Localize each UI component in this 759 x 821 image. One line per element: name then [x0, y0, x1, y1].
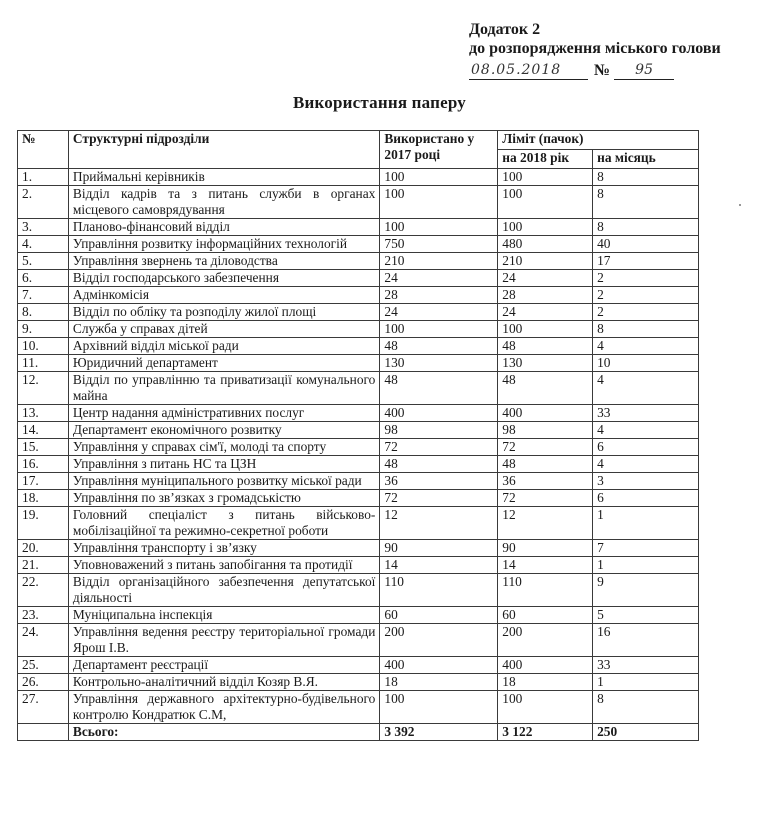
limit-2018: 48: [498, 372, 593, 405]
limit-2018: 100: [498, 219, 593, 236]
handwritten-date: 08.05.2018: [469, 61, 588, 80]
subdivision-name: Відділ організаційного забезпечення депутатської діяльності: [68, 574, 379, 607]
used-2017: 98: [380, 422, 498, 439]
subdivision-name: Управління транспорту і зв’язку: [68, 540, 379, 557]
subdivision-name: Юридичний департамент: [68, 355, 379, 372]
table-row: [18, 270, 699, 287]
limit-month: 8: [593, 321, 699, 338]
row-number: 6.: [18, 270, 69, 287]
table-row: [18, 657, 699, 674]
subdivision-name: Відділ господарського забезпечення: [68, 270, 379, 287]
used-2017: 100: [380, 169, 498, 186]
total-label: Всього:: [68, 724, 379, 741]
table-row: [18, 456, 699, 473]
row-number: 21.: [18, 557, 69, 574]
used-2017: 12: [380, 507, 498, 540]
table-row: [18, 236, 699, 253]
limit-month: 4: [593, 456, 699, 473]
row-number: 25.: [18, 657, 69, 674]
row-number: 19.: [18, 507, 69, 540]
limit-month: 4: [593, 422, 699, 439]
used-2017: 18: [380, 674, 498, 691]
limit-month: 33: [593, 405, 699, 422]
row-number: 26.: [18, 674, 69, 691]
used-2017: 48: [380, 338, 498, 355]
used-2017: 48: [380, 456, 498, 473]
row-number: 9.: [18, 321, 69, 338]
limit-month: 4: [593, 338, 699, 355]
limit-month: 8: [593, 691, 699, 724]
limit-month: 4: [593, 372, 699, 405]
row-number: 12.: [18, 372, 69, 405]
subdivision-name: Управління муніципального розвитку міської ради: [68, 473, 379, 490]
table-row: [18, 338, 699, 355]
used-2017: 400: [380, 657, 498, 674]
used-2017: 28: [380, 287, 498, 304]
subdivision-name: Департамент економічного розвитку: [68, 422, 379, 439]
table-row: [18, 473, 699, 490]
table-row: [18, 691, 699, 724]
header-num: №: [18, 131, 69, 169]
limit-2018: 36: [498, 473, 593, 490]
row-number: 3.: [18, 219, 69, 236]
limit-month: 2: [593, 304, 699, 321]
subdivision-name: Адмінкомісія: [68, 287, 379, 304]
subdivision-name: Уповноважений з питань запобігання та протидії: [68, 557, 379, 574]
limit-2018: 72: [498, 490, 593, 507]
row-number: [18, 724, 69, 741]
limit-month: 5: [593, 607, 699, 624]
row-number: 23.: [18, 607, 69, 624]
limit-2018: 400: [498, 657, 593, 674]
limit-month: 2: [593, 287, 699, 304]
used-2017: 100: [380, 186, 498, 219]
limit-month: 33: [593, 657, 699, 674]
row-number: 27.: [18, 691, 69, 724]
number-label: №: [594, 62, 611, 79]
subdivision-name: Відділ кадрів та з питань служби в органах місцевого самоврядування: [68, 186, 379, 219]
table-row: [18, 574, 699, 607]
limit-month: 9: [593, 574, 699, 607]
used-2017: 60: [380, 607, 498, 624]
annex-title: Додаток 2: [469, 21, 541, 38]
limit-month: 8: [593, 186, 699, 219]
used-2017: 100: [380, 219, 498, 236]
limit-2018: 400: [498, 405, 593, 422]
row-number: 16.: [18, 456, 69, 473]
table-row: [18, 607, 699, 624]
used-2017: 48: [380, 372, 498, 405]
header-subdivision: Структурні підрозділи: [68, 131, 379, 169]
subdivision-name: Управління у справах сім'ї, молоді та спорту: [68, 439, 379, 456]
table-row: [18, 304, 699, 321]
table-row: [18, 507, 699, 540]
used-2017: 36: [380, 473, 498, 490]
limit-2018: 100: [498, 691, 593, 724]
table-row: [18, 540, 699, 557]
used-2017: 14: [380, 557, 498, 574]
subdivision-name: Служба у справах дітей: [68, 321, 379, 338]
limit-2018: 12: [498, 507, 593, 540]
annex-subtitle: до розпорядження міського голови: [469, 40, 721, 57]
limit-2018: 3 122: [498, 724, 593, 741]
subdivision-name: Архівний відділ міської ради: [68, 338, 379, 355]
used-2017: 72: [380, 490, 498, 507]
used-2017: 100: [380, 691, 498, 724]
table-row: [18, 674, 699, 691]
limit-2018: 100: [498, 186, 593, 219]
limit-2018: 90: [498, 540, 593, 557]
row-number: 17.: [18, 473, 69, 490]
row-number: 2.: [18, 186, 69, 219]
header-limit-year: на 2018 рік: [498, 150, 593, 169]
table-row: [18, 490, 699, 507]
limit-2018: 100: [498, 321, 593, 338]
used-2017: 90: [380, 540, 498, 557]
limit-month: 40: [593, 236, 699, 253]
limit-2018: 210: [498, 253, 593, 270]
document-title: Використання паперу: [292, 93, 467, 112]
header-limit-month: на місяць: [593, 150, 699, 169]
limit-2018: 72: [498, 439, 593, 456]
used-2017: 750: [380, 236, 498, 253]
row-number: 24.: [18, 624, 69, 657]
annex-header: [469, 20, 721, 80]
row-number: 13.: [18, 405, 69, 422]
limit-2018: 48: [498, 456, 593, 473]
row-number: 7.: [18, 287, 69, 304]
table-row: [18, 169, 699, 186]
table-row: [18, 439, 699, 456]
limit-month: 6: [593, 439, 699, 456]
paper-usage-table: [17, 130, 699, 741]
row-number: 22.: [18, 574, 69, 607]
header-used-2017: Використано у 2017 році: [380, 131, 498, 169]
limit-month: 1: [593, 557, 699, 574]
limit-2018: 60: [498, 607, 593, 624]
used-2017: 200: [380, 624, 498, 657]
used-2017: 130: [380, 355, 498, 372]
limit-month: 8: [593, 219, 699, 236]
table-row: [18, 253, 699, 270]
limit-2018: 48: [498, 338, 593, 355]
row-number: 8.: [18, 304, 69, 321]
limit-2018: 98: [498, 422, 593, 439]
order-date-number: [469, 58, 721, 80]
row-number: 11.: [18, 355, 69, 372]
table-row: [18, 287, 699, 304]
limit-2018: 100: [498, 169, 593, 186]
row-number: 1.: [18, 169, 69, 186]
limit-month: 3: [593, 473, 699, 490]
table-row: [18, 372, 699, 405]
limit-month: 1: [593, 507, 699, 540]
limit-month: 10: [593, 355, 699, 372]
table-row: [18, 355, 699, 372]
table-row: [18, 186, 699, 219]
subdivision-name: Управління державного архітектурно-будівельного контролю Кондратюк С.М,: [68, 691, 379, 724]
table-row: [18, 405, 699, 422]
row-number: 14.: [18, 422, 69, 439]
row-number: 20.: [18, 540, 69, 557]
limit-month: 2: [593, 270, 699, 287]
subdivision-name: Департамент реєстрації: [68, 657, 379, 674]
row-number: 15.: [18, 439, 69, 456]
limit-2018: 480: [498, 236, 593, 253]
subdivision-name: Управління звернень та діловодства: [68, 253, 379, 270]
limit-month: 8: [593, 169, 699, 186]
table-row: [18, 557, 699, 574]
table-row: [18, 422, 699, 439]
subdivision-name: Управління з питань НС та ЦЗН: [68, 456, 379, 473]
subdivision-name: Центр надання адміністративних послуг: [68, 405, 379, 422]
handwritten-number: 95: [614, 61, 674, 80]
row-number: 10.: [18, 338, 69, 355]
table-row: [18, 624, 699, 657]
limit-2018: 14: [498, 557, 593, 574]
row-number: 18.: [18, 490, 69, 507]
subdivision-name: Відділ по управлінню та приватизації комунального майна: [68, 372, 379, 405]
total-row: [18, 724, 699, 741]
limit-month: 17: [593, 253, 699, 270]
used-2017: 24: [380, 270, 498, 287]
subdivision-name: Управління по зв’язках з громадськістю: [68, 490, 379, 507]
limit-2018: 24: [498, 270, 593, 287]
row-number: 4.: [18, 236, 69, 253]
limit-2018: 200: [498, 624, 593, 657]
used-2017: 110: [380, 574, 498, 607]
limit-2018: 130: [498, 355, 593, 372]
limit-month: 16: [593, 624, 699, 657]
subdivision-name: Управління ведення реєстру територіальної громади Ярош І.В.: [68, 624, 379, 657]
subdivision-name: Контрольно-аналітичний відділ Козяр В.Я.: [68, 674, 379, 691]
used-2017: 400: [380, 405, 498, 422]
subdivision-name: Муніципальна інспекція: [68, 607, 379, 624]
limit-month: 1: [593, 674, 699, 691]
subdivision-name: Управління розвитку інформаційних технологій: [68, 236, 379, 253]
subdivision-name: Головний спеціаліст з питань військово-мобілізаційної та режимно-секретної роботи: [68, 507, 379, 540]
table-row: [18, 219, 699, 236]
used-2017: 210: [380, 253, 498, 270]
used-2017: 72: [380, 439, 498, 456]
used-2017: 24: [380, 304, 498, 321]
table-row: [18, 321, 699, 338]
limit-2018: 18: [498, 674, 593, 691]
subdivision-name: Приймальні керівників: [68, 169, 379, 186]
row-number: 5.: [18, 253, 69, 270]
header-limit: Ліміт (пачок): [498, 131, 699, 150]
limit-2018: 110: [498, 574, 593, 607]
limit-2018: 24: [498, 304, 593, 321]
used-2017: 100: [380, 321, 498, 338]
scan-speck: [739, 204, 741, 206]
subdivision-name: Відділ по обліку та розподілу жилої площі: [68, 304, 379, 321]
limit-month: 6: [593, 490, 699, 507]
limit-month: 250: [593, 724, 699, 741]
used-2017: 3 392: [380, 724, 498, 741]
limit-month: 7: [593, 540, 699, 557]
subdivision-name: Планово-фінансовий відділ: [68, 219, 379, 236]
limit-2018: 28: [498, 287, 593, 304]
